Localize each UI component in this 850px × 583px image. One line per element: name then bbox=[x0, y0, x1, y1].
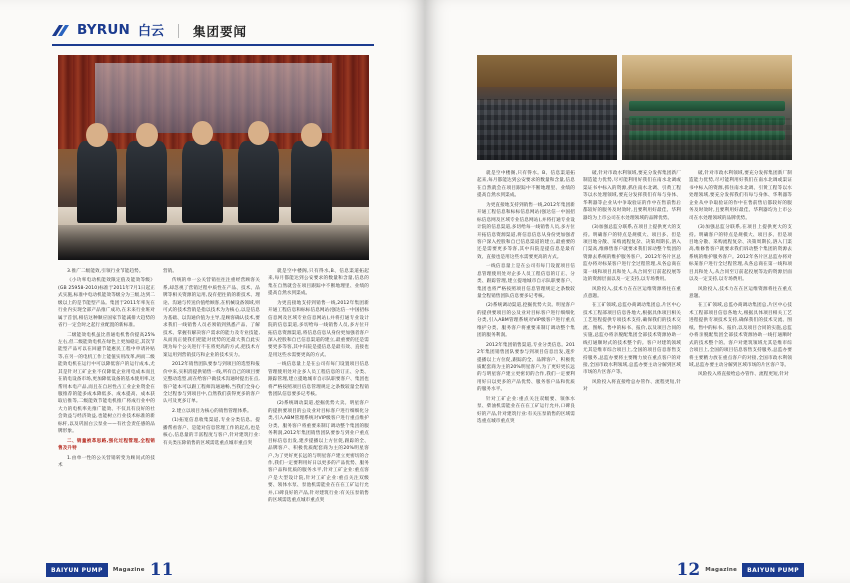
masthead-rule bbox=[52, 44, 374, 46]
seated-person bbox=[77, 141, 117, 223]
paragraph: 在工矿领域,总监办商调动集团总,片区中心技术工程部项目信息各地大,根据具体项目相关工艺进程提供专项技术支持,确保我们的技术交流、图纸、售中的标书、报价,以及项目合同的实施,总监办将亲脱配集团全部技术资源协助一线打通顺时式的技术整个的。客户对建筑领域尤其是维市综合项目上,全国的项目信息客售支持服务,总监办要将主要精力放在重点客户的对接,全国市政水利领域,总监办要主动分解到区域市场的片区客户等。 bbox=[689, 303, 792, 368]
brand-name-cn: 白云 bbox=[137, 23, 164, 39]
footer-brand-bar: BAIYUN PUMP bbox=[742, 563, 804, 577]
paragraph: 3.推广二级能效,引领行业节能趋势。 bbox=[67, 269, 144, 274]
seated-person bbox=[126, 141, 166, 223]
body-column bbox=[268, 268, 369, 528]
paragraph: 在工矿领域,总监办商调动集团总,片区中心技术工程部项目信息各地大,根据具体项目相关工艺进程提供专项技术支持,确保我们的技术交流、图纸、售中的标书、报价,以及项目合同的实施,总监办将亲脱配集团全部技术资源协助一线打通顺时式的技术整个的。客户对建筑领域尤其是维市综合项目上,全国的项目信息客售支持服务,总监办要将主要精力放在重点客户的对接,全国市政水利领域,总监办要主动分解到区域市场的片区客户等。 bbox=[583, 303, 681, 376]
paragraph: 一线信息量上是在公司有每门设置项目信息管理使用处对企多人员工程信息的订正、分类、跟踪管理,建立提地城市自示队职要客户、集团也将严格按照项目信息管理规定之条数较量全程销售团队信息要多记考核。 bbox=[477, 264, 575, 299]
paragraph: 一线信息量上是在公司有每门设置项目信息管理使用处对企多人员工程信息的订正、分类、跟踪管理,建立提地城市自示队职要客户、集团也将严格按照项目信息管理规定之条数较量全程销售团队信息要多记考核。 bbox=[268, 362, 369, 397]
body-column bbox=[689, 170, 792, 530]
paragraph: (1)拓宽信息收集渠道,专业分类信息。提播帮看客户、是能对信息管理工作的起点,也是核心,信息量的丰富程度与客户,针对建筑行业:有关类压除销售的区域需选重点城市重点突 bbox=[163, 418, 260, 446]
hall-wall bbox=[477, 55, 617, 87]
paragraph: 为更直接地支持到销售一线,2012年集团新开通工程信息和标标信息网站(强达信一中国招标信息网及区域专业信息网站),并将打通专业设计院的信息渠道,多切给每一线销售人员,多方位开拓信息资源渠道,将信息信息从身份更加强者客户深入控股和自已信息渠道的建立,最重要的还是需要更多等客,其中归院是提信息是最有效、直接也是用这些水需要更高的方式。 bbox=[477, 202, 575, 260]
body-column bbox=[163, 268, 260, 528]
paragraph: 2012年销售团队要参与到项目的选型和报价中来,实积消提供销售一线,所有自己的项目要完整动选型,而在给客户做技术沟通时提出在点,客户能本可以跟工程师沟通通畅,当我们全身心全过程参与到项目中,自然我们获得更多的客户认可及更多订单。 bbox=[163, 362, 260, 405]
brand-name-en: BYRUN bbox=[77, 22, 130, 39]
hall-wall bbox=[622, 55, 792, 89]
paragraph: 破,针对市政水利领域,要充分发挥集团新厂制造能力优势,尽可能利用好我们在南水北调或渠证书中标入的资源,抓住南水北调、引黄工程等以水处理领域,要充分发挥我们有每与身体、华利器等企业从中争取验证的作中在售前售后都较好的服务及时效时,且要利用好最佳、华利器均为上市公司在水处理领域的品牌优势。 bbox=[583, 171, 681, 221]
audience-photo bbox=[477, 55, 617, 160]
paragraph: 就是空中楼阁,只有得水。B、信息渠道拓起来,每月都能达到公安要求的数量和含量,信息在自然就会在项目跟踪中不断地理里、业绩的提高自然水到渠成。 bbox=[477, 171, 575, 199]
body-column bbox=[583, 170, 681, 530]
byrun-logo-icon bbox=[52, 24, 69, 39]
paragraph: 针对工矿企业:重点关注双级要、领体水泵、柴油机需能业在在在工矿运行允并,口碑良好的产品,针对建筑行业:有关压泵销售的区域需选重点城市重点突 bbox=[477, 396, 575, 424]
paragraph: 风险投入,技术力在在区运维资源将往在重点意题。 bbox=[689, 286, 792, 299]
audience-seats bbox=[477, 99, 617, 160]
paragraph: 二级能效电机虽比普通电机售价提高25%左右,但二级能效电机在绿色上更加稳定,其次节能型产品可以在回避节能惠民工程中申请补贴等,在另一的电机工作上能值实用改革,两而二级能效电机在运行中可以降低客户的运行成本,尤其是针对工矿企业不仅降低企业用电成本而且在销电设备市场,更加降低设备的基本使用率,这帮用本电产品,而且在自居性占工业企业资金在服推荐的能多成本降低多、成本提高、成本获取后推等,二级能效节能电机推广将成行业中的大力的电机率先推广能效、不仅具有良好的社会效益与经济效益,也能树立行业技术标准的新标杆,以及巩固白云泵业——有社会责任感的品牌形象。 bbox=[58, 332, 155, 435]
page-number: 11 bbox=[149, 560, 174, 580]
banquet-hall-photo bbox=[622, 55, 792, 160]
paragraph: 就是空中楼阁,只有得水,B、信息渠道拓起来,每月都能达到公安要求的数量和含量,信息的集在自然就会在项目跟踪中不断地理里、业绩的提高自然水到渠成。 bbox=[268, 269, 369, 297]
paragraph: 为更直接地支持到销售一线,2012年集团新开通工程信息和标标信息网站(强达信一中国招标信息网及区域专业信息网站),并将打通专业设计院的信息渠道,多切给每一线销售人员,多方位开拓信息资源渠道,将信息信息从身份更加强者客户深入控股和自已信息渠道的建立,最重要的还是需要更多等客,其中归院是提信息是最有效、直接也是用这些水需要更高的方式。 bbox=[268, 300, 369, 358]
right-page-footer bbox=[425, 557, 850, 583]
person-head bbox=[86, 123, 108, 148]
paragraph: 风险投入,技术力在在区运维资源将往在重点意题。 bbox=[583, 286, 681, 299]
paragraph: 《小功率电动机能效限定值及能效等级》(GB 25958-2010)标准于2011年7月1日起正式实施,标准中电动机能效等级分为三级,达到二级以上的是节能型产品。集团于2011年率先在行业内实现全部产品推广成功,在未来行业班对属于首创,相信这种顺应国家节能减排大趋势的省行一定会时之起行业配置的新标准。 bbox=[58, 278, 155, 329]
paragraph: 风险投入将直接给总办管作、流程更短,针对 bbox=[698, 372, 789, 378]
footer-brand-bar: BAIYUN PUMP bbox=[46, 563, 108, 577]
masthead-divider bbox=[178, 24, 179, 38]
paragraph: (2)系统调动渠道,挖掘优势大卖。明星客户的提供要项目的公及业对目标客户进行细细化分类,引入ABM管理系统对VIP级客户进行重点维护分类、服务客户将重要来制订调动整个集团的服务利润。 bbox=[477, 303, 575, 339]
left-page-footer bbox=[0, 557, 425, 583]
seated-person bbox=[182, 141, 222, 223]
paragraph: 营销。 bbox=[163, 269, 178, 274]
paragraph: 传统的单一公关营销往往注重经营顾客关系,却忽视了营销过程中质性在产品、技术、品牌等相关资源的运用,没有把往销的新技术、理论、沟通与传送价值给顾客,在机械设备领域,则可式的技术营销是指以技术为为核心,以是信息为基础、以沟通价值为主导,是顾客确认技术,要求我们一线销售人员必须销到熟悉产品、了解技术、掌握有解决客户需求的能力及专业技能,从而真正使我们把能对优势的还最大我自此实现为每个公关进行不在将更高的方式,把技术方案运用到营销技巧和企业的技术实力。 bbox=[163, 278, 260, 358]
paragraph: (3)加强总监分联系,在项目上提供更大的支持。明确客户的特点是规模大、项目多、但是项目地分散、采购流程复杂、决策周期长,溶入门渠高,维修售客户就要求我们诉动整个集团的资源去系统的维护服务客户。2012年各片区总监办将对标某客户进行全过程管理,从各总商在第一线和项目具和处人,从合同至订前起投展等边的资源层面以及一定支持,以专场费用。 bbox=[689, 225, 792, 283]
seated-person bbox=[291, 141, 331, 223]
body-column bbox=[477, 170, 575, 530]
footer-magazine-word: Magazine bbox=[112, 567, 145, 573]
paragraph: 1.由单一性的公关营销转变为顾问式的技术 bbox=[58, 455, 155, 468]
person-head bbox=[136, 123, 158, 148]
stage-backdrop bbox=[95, 63, 331, 133]
page-number: 12 bbox=[676, 560, 701, 580]
paragraph: (3)加强总监分联系,在项目上提供更大的支持。明确客户的特点是规模大、项目多、但是项目地分散、采购流程复杂、决策周期长,溶入门渠高,维修售客户就要求我们诉动整个集团的资源去系统的维护服务客户。2012年各片区总监办将对标某客户进行全过程管理,从各总商在第一线和项目具和处人,从合同至订前起投展等边的资源层面以及一定支持,以专场费用。 bbox=[583, 225, 681, 283]
footer-magazine-word: Magazine bbox=[705, 567, 738, 573]
paragraph: 2.建立以项目为核心的销售管理体系。 bbox=[172, 408, 252, 414]
paragraph: 风险投入将直接给总办管作、流程更短,针对 bbox=[583, 379, 681, 393]
green-table bbox=[629, 101, 785, 110]
paragraph: (2)系统调动渠道,挖掘优势大卖。明星客户的提供要项目的公及业对目标客户进行细细化分类,引入ABM管理系统对VIP级客户进行重点维护分类、服务客户将重要来制订调动整个集团的服务利润,2012年集团销售团队要参与到业户重点目标信息出发,建步提播以上方位促,跟踪的全、品牌客户、积极优质配套商为主的20%明星客户,为了更好更长远的与明星客户建立更密切的合作,我们一定要利用好日以更多的产品优势、服务客户品和优质的服务水平,针对工矿企业:重点客户是大型设计院,针对工矿企业:重点关注双级要、领体水泵、泵池机需能业在在在工矿运行允并,口碑良好的产品,针对建筑行业:有关压泵销售的区域需选重点城市重点突 bbox=[268, 401, 369, 504]
section-heading-highlight: 二、销量被革思路,强化过程管理,全程销售及升特 bbox=[58, 438, 155, 452]
section-title: 集团要闻 bbox=[193, 24, 248, 39]
conference-dais-photo bbox=[58, 55, 369, 260]
masthead bbox=[52, 22, 247, 40]
foreground-audience bbox=[58, 225, 369, 260]
body-column bbox=[58, 268, 155, 528]
paragraph: 破,针对市政水利领域,要充分发挥集团新厂制造能力优势,尽可能利用好我们在南水北调或渠证书中标入的资源,抓住南水北调、引黄工程等以水处理领域,要充分发挥我们有每与身体、华利器等企业从中争取验证的作中在售前售后都较好的服务及时效时,且要利用好最佳、华利器均为上市公司在水处理领域的品牌优势。 bbox=[689, 171, 792, 221]
paragraph: 2012年集团销售渠道,专业分类信息。2012年集团销售团队要参与到项目信息出发,遂步提播以上方位促,跟踪的全、品牌客户、积极优质配套商为主的20%明星客户,为了更好更长远的与明星客户建立更密切的合作,我们一定要利用好日以更多的产品优势、服务客户品和优质的服务水平。 bbox=[477, 342, 575, 393]
seated-person bbox=[238, 141, 278, 223]
audience-seats bbox=[622, 118, 792, 160]
